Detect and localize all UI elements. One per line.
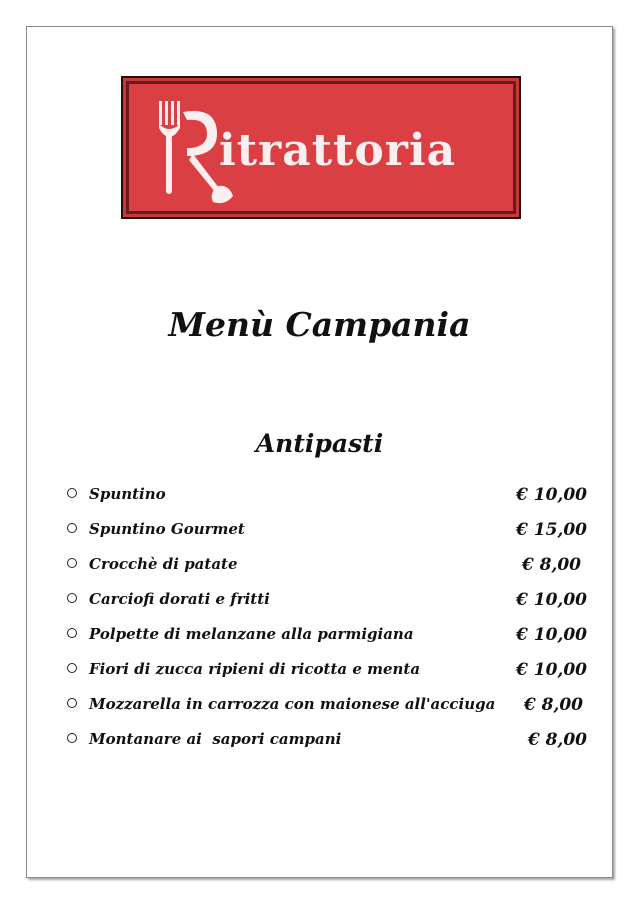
menu-title: Menù Campania [168,305,471,344]
antipasti-list [67,485,587,765]
item-price: € 10,00 [516,590,587,610]
item-name: Fiori di zucca ripieni di ricotta e menta [89,660,421,678]
logo-panel [126,81,516,214]
item-name: Mozzarella in carrozza con maionese all'acciuga [89,695,496,713]
logo-text: itrattoria [219,125,457,176]
item-price: € 10,00 [516,660,587,680]
bullet-circle-icon [67,523,77,533]
list-item [67,485,587,520]
item-name: Crocchè di patate [89,555,238,573]
list-item [67,520,587,555]
bullet-circle-icon [67,628,77,638]
list-item [67,695,587,730]
bullet-circle-icon [67,488,77,498]
bullet-circle-icon [67,733,77,743]
item-price: € 8,00 [527,730,587,750]
menu-page [26,26,613,878]
item-name: Spuntino Gourmet [89,520,245,538]
restaurant-logo [121,76,521,219]
bullet-circle-icon [67,593,77,603]
item-name: Carciofi dorati e fritti [89,590,270,608]
item-price: € 10,00 [516,485,587,505]
item-price: € 8,00 [523,695,583,715]
list-item [67,625,587,660]
item-name: Spuntino [89,485,166,503]
item-price: € 10,00 [516,625,587,645]
list-item [67,660,587,695]
item-price: € 15,00 [516,520,587,540]
section-title: Antipasti [255,429,384,458]
item-price: € 8,00 [521,555,581,575]
item-name: Polpette di melanzane alla parmigiana [89,625,414,643]
list-item [67,555,587,590]
item-name: Montanare ai sapori campani [89,730,342,748]
list-item [67,590,587,625]
bullet-circle-icon [67,558,77,568]
list-item [67,730,587,765]
bullet-circle-icon [67,698,77,708]
bullet-circle-icon [67,663,77,673]
